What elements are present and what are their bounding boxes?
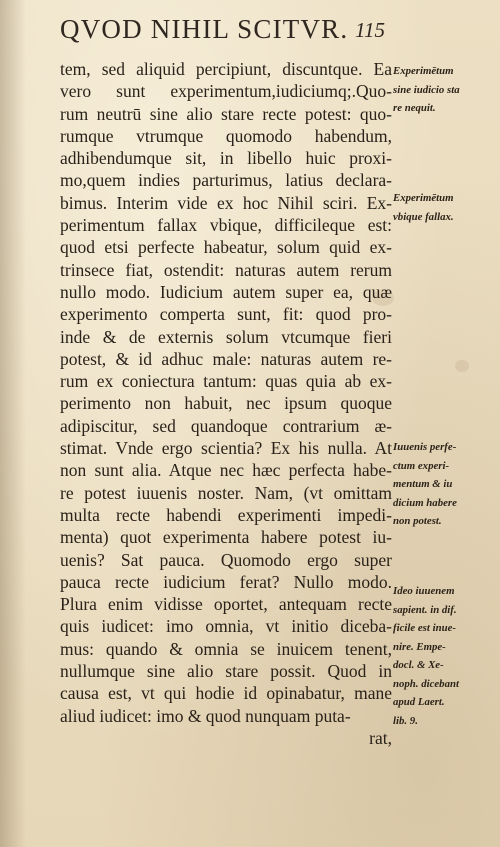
note-line: apud Laert.: [393, 696, 445, 708]
note-line: re nequit.: [393, 102, 436, 114]
text-line: nullumque sine alio stare possit. Quod in: [60, 661, 392, 682]
gutter-shadow: [0, 0, 26, 847]
text-line: mus: quando & omnia se inuicem tenent,: [60, 638, 392, 659]
note-line: sine iudicio sta: [393, 83, 460, 96]
text-line: non sunt alia. Atque nec hæc perfecta habe-: [60, 460, 392, 481]
text-line: aliud iudicet: imo & quod nunquam puta-: [60, 705, 351, 726]
marginal-note: [393, 62, 493, 118]
text-line: quod etsi perfecte habeatur, solum quid ex-: [60, 237, 392, 258]
body-text: [60, 58, 392, 749]
marginal-note: [393, 189, 493, 226]
text-line: pauca recte iudicium ferat? Nullo modo.: [60, 571, 392, 592]
text-line: adipiscitur, sed quandoque contrarium æ-: [60, 415, 392, 436]
text-line: nullo modo. Iudicium autem super ea, quæ: [60, 281, 392, 302]
note-line: Ideo iuuenem: [393, 585, 455, 597]
note-line: docl. & Xe-: [393, 659, 444, 671]
note-line: Experimētum: [393, 65, 454, 77]
text-line: mo,quem indies parturimus, latius declara-: [60, 170, 392, 191]
text-line: re potest iuuenis noster. Nam, (vt omittam: [60, 482, 392, 503]
text-line: stimat. Vnde ergo scientia? Ex his nulla. At: [60, 438, 392, 459]
note-line: vbique fallax.: [393, 210, 454, 223]
text-line: bimus. Interim vide ex hoc Nihil sciri. Ex-: [60, 192, 392, 213]
text-line: tem, sed aliquid percipiunt, discuntque. Ea: [60, 59, 392, 79]
text-line: adhibendumque sit, in libello huic proxi-: [60, 148, 392, 169]
note-line: sapient. in dif.: [393, 603, 457, 616]
note-line: lib. 9.: [393, 714, 418, 727]
text-line: rumque vtrumque quomodo habendum,: [60, 125, 392, 146]
marginal-note: [393, 582, 493, 730]
text-line: trinsece fiat, ostendit: naturas autem rerum: [60, 259, 392, 280]
note-line: non potest.: [393, 515, 442, 527]
text-line: perimentum fallax vbique, difficileque est:: [60, 215, 392, 236]
marginal-note: [393, 438, 493, 531]
paper-stain: [455, 360, 469, 372]
text-line: experimento comperta sunt, fit: quod pro-: [60, 304, 392, 325]
text-line: vero sunt experimentum,iudiciumq;.Quo-: [60, 81, 392, 102]
note-line: dicium habere: [393, 496, 457, 509]
text-line: uenis? Sat pauca. Quomodo ergo super: [60, 549, 392, 570]
note-line: ctum experi-: [393, 459, 450, 472]
text-line: rum neutrū sine alio stare recte potest: quo-: [60, 103, 392, 124]
text-line: rum ex coniectura tantum: quas quia ab ex-: [60, 371, 392, 392]
note-line: mentum & iu: [393, 478, 453, 490]
text-line: Plura enim vidisse oportet, antequam recte: [60, 594, 392, 615]
note-line: noph. dicebant: [393, 677, 459, 690]
note-line: nire. Empe-: [393, 640, 446, 653]
text-line: multa recte habendi experimenti impedi-: [60, 504, 392, 525]
page-number: 115: [355, 18, 385, 42]
text-line: inde & de externis solum vtcumque fieri: [60, 326, 392, 347]
running-head: QVOD NIHIL SCITVR.: [60, 14, 349, 44]
catchword: rat,: [369, 727, 392, 748]
note-line: ficile est inue-: [393, 622, 456, 634]
text-line: perimento non habuit, nec ipsum quoque: [60, 393, 392, 414]
text-line: causa est, vt qui hodie id opinabatur, mane: [60, 683, 392, 704]
text-line: quis iudicet: imo omnia, vt initio diceba-: [60, 616, 392, 637]
note-line: Experimētum: [393, 192, 454, 204]
text-line: menta) quot experimenta habere potest iu-: [60, 527, 392, 548]
text-line: potest, & id adhuc male: naturas autem re-: [60, 348, 392, 369]
note-line: Iuuenis perfe-: [393, 441, 457, 453]
